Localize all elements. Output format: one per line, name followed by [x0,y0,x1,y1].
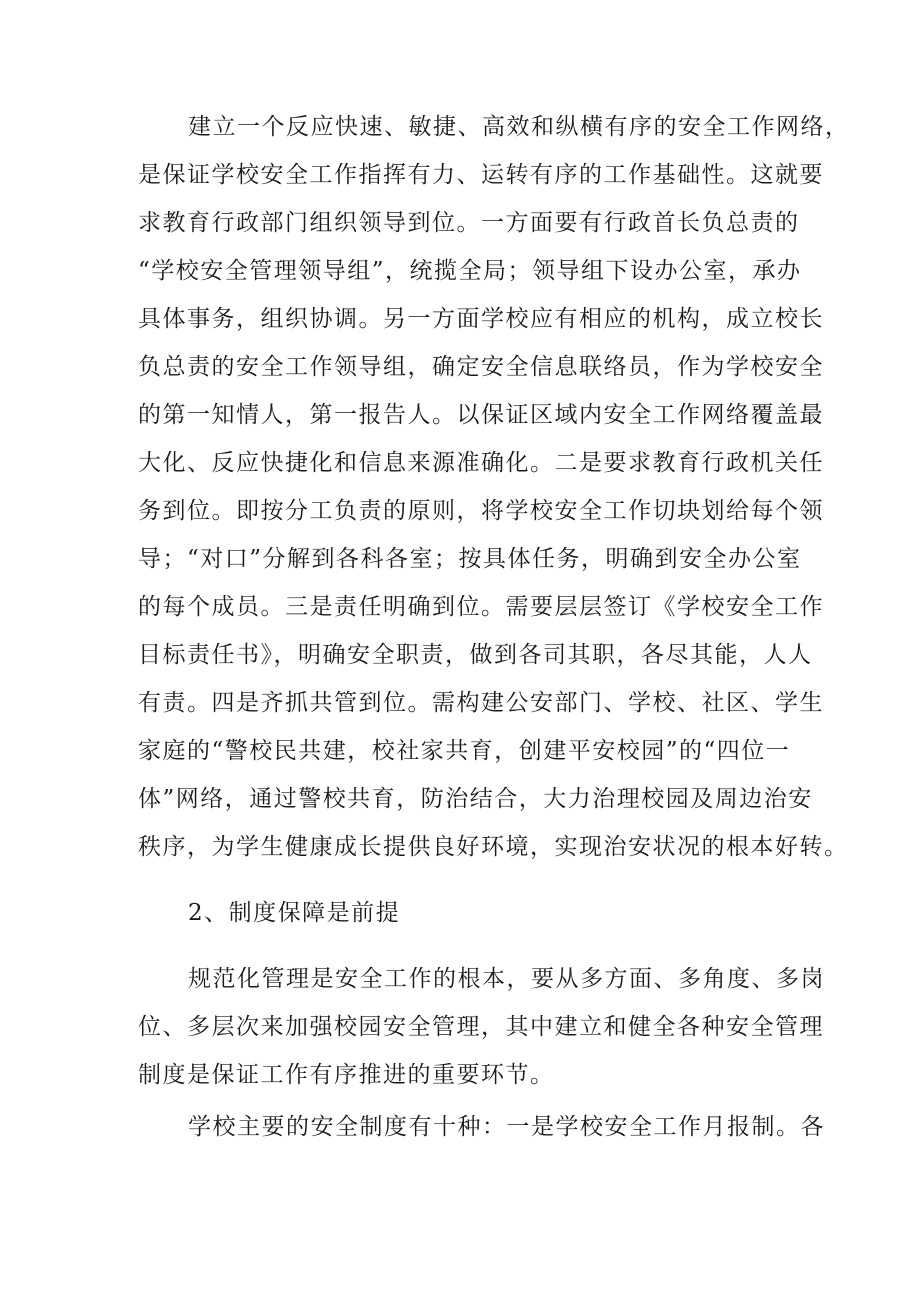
paragraph-line: 的第一知情人，第一报告人。以保证区域内安全工作网络覆盖最 [138,402,824,428]
paragraph-line: 大化、反应快捷化和信息来源准确化。二是要求教育行政机关任 [138,450,824,476]
paragraph-line: 导；“对口”分解到各科各室；按具体任务，明确到安全办公室 [138,546,802,572]
paragraph-line: 是保证学校安全工作指挥有力、运转有序的工作基础性。这就要 [138,162,824,188]
paragraph-line: 负总责的安全工作领导组，确定安全信息联络员，作为学校安全 [138,354,824,380]
paragraph-line: 规范化管理是安全工作的根本，要从多方面、多角度、多岗 [188,966,825,992]
paragraph-line: “学校安全管理领导组”，统揽全局；领导组下设办公室，承办 [138,258,802,284]
paragraph-line: 位、多层次来加强校园安全管理，其中建立和健全各种安全管理 [138,1014,824,1040]
paragraph-line: 务到位。即按分工负责的原则，将学校安全工作切块划给每个领 [138,498,824,524]
paragraph-line: 的每个成员。三是责任明确到位。需要层层签订《学校安全工作 [138,594,824,620]
paragraph-line: 有责。四是齐抓共管到位。需构建公安部门、学校、社区、学生 [138,690,824,716]
section-heading: 2、制度保障是前提 [188,900,401,926]
paragraph-line: 体”网络，通过警校共育，防治结合，大力治理校园及周边治安 [138,786,813,812]
paragraph-line: 家庭的“警校民共建，校社家共育，创建平安校园”的“四位一 [138,738,791,764]
paragraph-line: 秩序，为学生健康成长提供良好环境，实现治安状况的根本好转。 [138,834,849,860]
paragraph-line: 具体事务，组织协调。另一方面学校应有相应的机构，成立校长 [138,306,824,332]
paragraph-line: 制度是保证工作有序推进的重要环节。 [138,1062,555,1088]
paragraph-line: 目标责任书》，明确安全职责，做到各司其职，各尽其能，人人 [138,642,813,668]
paragraph-line: 求教育行政部门组织领导到位。一方面要有行政首长负总责的 [138,210,800,236]
paragraph-line: 建立一个反应快速、敏捷、高效和纵横有序的安全工作网络， [188,114,850,140]
paragraph-line: 学校主要的安全制度有十种：一是学校安全工作月报制。各 [188,1114,825,1140]
